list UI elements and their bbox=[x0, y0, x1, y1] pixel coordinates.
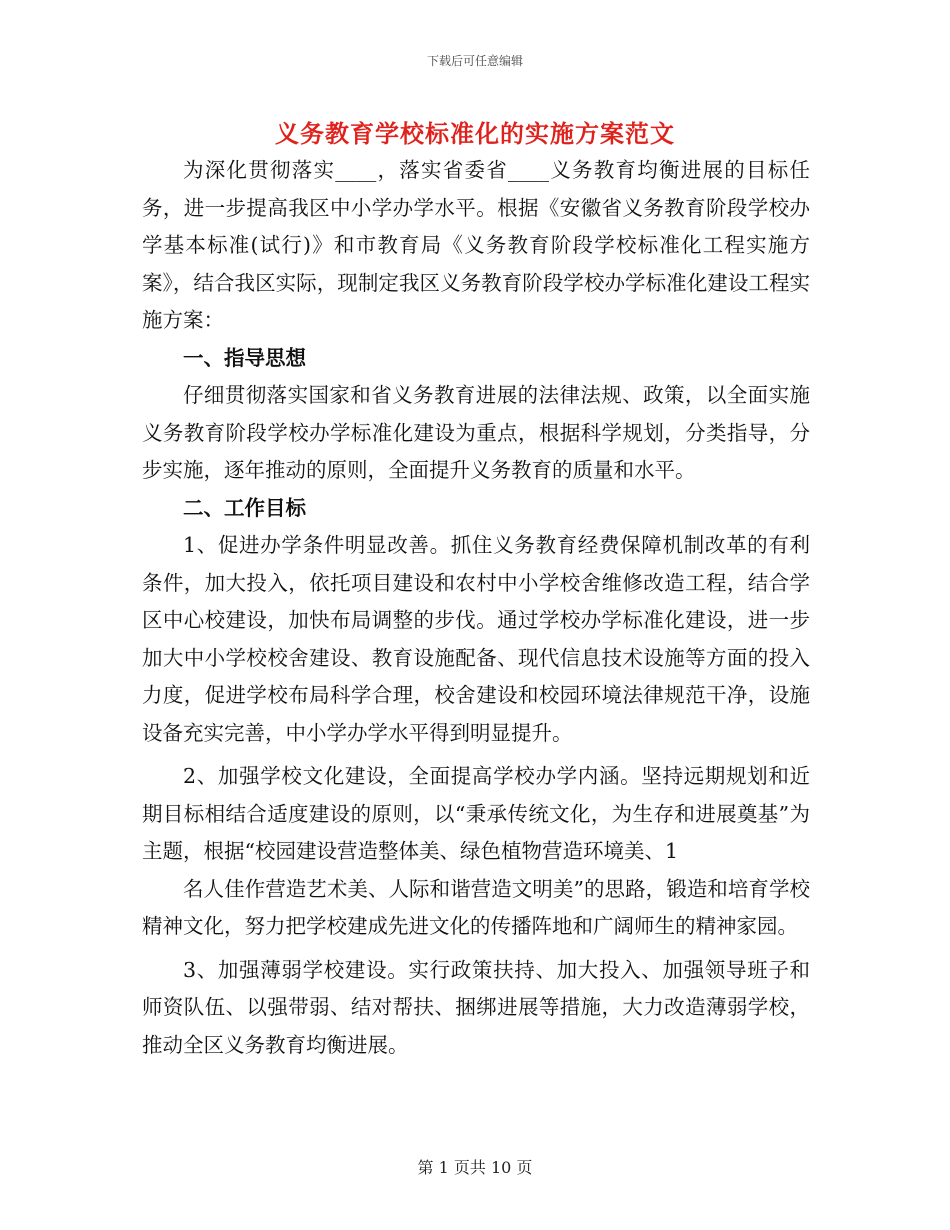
section-paragraph: 2、加强学校文化建设，全面提高学校办学内涵。坚持远期规划和近期目标相结合适度建设的原则，以“秉承传统文化，为生存和进展奠基”为主题，根据“校园建设营造整体美、绿色植物营造环境美、1 bbox=[142, 764, 810, 863]
section-heading-work-goals: 二、工作目标 bbox=[183, 495, 306, 520]
section-paragraph: 1、促进办学条件明显改善。抓住义务教育经费保障机制改革的有利条件，加大投入，依托项目建设和农村中小学校舍维修改造工程，结合学区中心校建设，加快布局调整的步伐。通过学校办学标准化建设，进一步加大中小学校校舍建设、教育设施配备、现代信息技术设施等方面的投入力度，促进学校布局科学合理，校舍建设和校园环境法律规范干净，设施设备充实完善，中小学办学水平得到明显提升。 bbox=[142, 533, 810, 745]
intro-paragraph: 为深化贯彻落实____，落实省委省____义务教育均衡进展的目标任务，进一步提高我区中小学办学水平。根据《安徽省义务教育阶段学校办学基本标准(试行)》和市教育局《义务教育阶段学校标准化工程实施方案》，结合我区实际，现制定我区义务教育阶段学校办学标准化建设工程实施方案： bbox=[142, 158, 810, 332]
section-heading-guiding-ideology: 一、指导思想 bbox=[183, 345, 306, 370]
page-header-note: 下载后可任意编辑 bbox=[426, 54, 523, 68]
page-number-footer: 第 1 页共 10 页 bbox=[417, 1158, 533, 1177]
section-paragraph: 名人佳作营造艺术美、人际和谐营造文明美”的思路，锻造和培育学校精神文化，努力把学校建成先进文化的传播阵地和广阔师生的精神家园。 bbox=[142, 876, 810, 938]
document-body bbox=[142, 152, 810, 1064]
section-paragraph: 3、加强薄弱学校建设。实行政策扶持、加大投入、加强领导班子和师资队伍、以强带弱、结对帮扶、捆绑进展等措施，大力改造薄弱学校，推动全区义务教育均衡进展。 bbox=[142, 957, 810, 1057]
section-paragraph: 仔细贯彻落实国家和省义务教育进展的法律法规、政策，以全面实施义务教育阶段学校办学标准化建设为重点，根据科学规划，分类指导，分步实施，逐年推动的原则，全面提升义务教育的质量和水平。 bbox=[142, 383, 810, 482]
document-title: 义务教育学校标准化的实施方案范文 bbox=[275, 120, 675, 148]
